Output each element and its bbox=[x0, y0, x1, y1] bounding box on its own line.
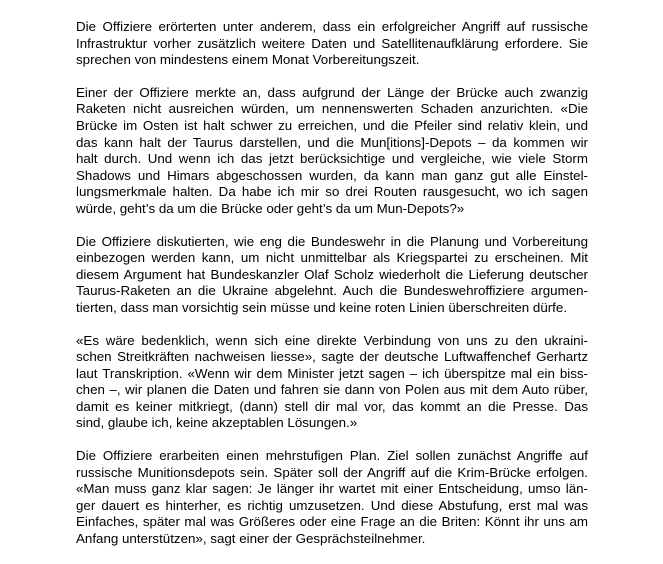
text-line: Taurus-Raketen an die Ukraine abgelehnt. Auch die Bundeswehroffiziere argumen- bbox=[76, 283, 588, 299]
text-line: Einfaches, später mal was Größeres oder eine Frage an die Briten: Könnt ihr uns am bbox=[76, 514, 588, 530]
paragraph-5 bbox=[76, 448, 588, 548]
text-line: halt durch. Und wenn ich das jetzt berücksichtige und vergleiche, wie viele Storm bbox=[76, 151, 588, 167]
text-line: Brücke im Osten ist halt schwer zu erreichen, und die Pfeiler sind relativ klein, und bbox=[76, 117, 588, 133]
text-line: damit es keiner mitkriegt, (dann) stell dir mal vor, das kommt an die Presse. Das bbox=[76, 398, 588, 414]
text-line: Infrastruktur vorher zusätzlich weitere Daten und Satellitenaufklärung erfordere. Sie bbox=[76, 35, 588, 51]
text-line: Anfang unterstützen», sagt einer der Gesprächsteilnehmer. bbox=[76, 531, 426, 547]
text-line: würde, geht’s da um die Brücke oder geht’s da um Mun-Depots?» bbox=[76, 200, 465, 216]
text-line: «Man muss ganz klar sagen: Je länger ihr wartet mit einer Entscheidung, umso län- bbox=[76, 481, 588, 497]
text-line: diesem Argument hat Bundeskanzler Olaf Scholz wiederholt die Lieferung deutscher bbox=[76, 266, 588, 282]
text-line: lungsmerkmale halten. Da habe ich mir so drei Routen rausgesucht, wo ich sagen bbox=[76, 184, 588, 200]
document-page bbox=[76, 19, 588, 564]
text-line: chen –, wir planen die Daten und fahren sie dann von Polen aus mit dem Auto rüber, bbox=[76, 382, 588, 398]
text-line: einbezogen werden kann, um nicht unmittelbar als Kriegspartei zu erscheinen. Mit bbox=[76, 250, 588, 266]
paragraph-4 bbox=[76, 333, 588, 433]
text-line: Shadows und Himars abgeschossen wurden, da kann man ganz gut alle Einstel- bbox=[76, 167, 588, 183]
text-line: sind, glaube ich, keine akzeptablen Lösungen.» bbox=[76, 415, 358, 431]
paragraph-2 bbox=[76, 85, 588, 218]
text-line: Einer der Offiziere merkte an, dass aufgrund der Länge der Brücke auch zwanzig bbox=[76, 84, 588, 100]
paragraph-3 bbox=[76, 234, 588, 317]
paragraph-1 bbox=[76, 19, 588, 69]
text-line: ger dauert es hinterher, es richtig umzusetzen. Und diese Abstufung, erst mal was bbox=[76, 497, 588, 513]
text-line: das kann halt der Taurus darstellen, und die Mun[itions]-Depots – da kommen wir bbox=[76, 134, 588, 150]
text-line: «Es wäre bedenklich, wenn sich eine direkte Verbindung von uns zu den ukraini- bbox=[76, 332, 588, 348]
text-line: schen Streitkräften nachweisen liesse», sagte der deutsche Luftwaffenchef Gerhartz bbox=[76, 349, 588, 365]
text-line: Die Offiziere diskutierten, wie eng die Bundeswehr in die Planung und Vorbereitung bbox=[76, 233, 588, 249]
text-line: Die Offiziere erarbeiten einen mehrstufigen Plan. Ziel sollen zunächst Angriffe auf bbox=[76, 448, 588, 464]
text-line: Raketen nicht ausreichen würden, um nennenswerten Schaden anzurichten. «Die bbox=[76, 101, 588, 117]
text-line: laut Transkription. «Wenn wir dem Minister jetzt sagen – ich überspitze mal ein biss- bbox=[76, 365, 588, 381]
text-line: sprechen von mindestens einem Monat Vorbereitungszeit. bbox=[76, 52, 420, 68]
text-line: Die Offiziere erörterten unter anderem, dass ein erfolgreicher Angriff auf russische bbox=[76, 19, 588, 34]
text-line: tierten, dass man vorsichtig sein müsse und keine roten Linien überschreiten dürfe. bbox=[76, 299, 568, 315]
text-line: russische Munitionsdepots sein. Später soll der Angriff auf die Krim-Brücke erfolgen. bbox=[76, 464, 588, 480]
